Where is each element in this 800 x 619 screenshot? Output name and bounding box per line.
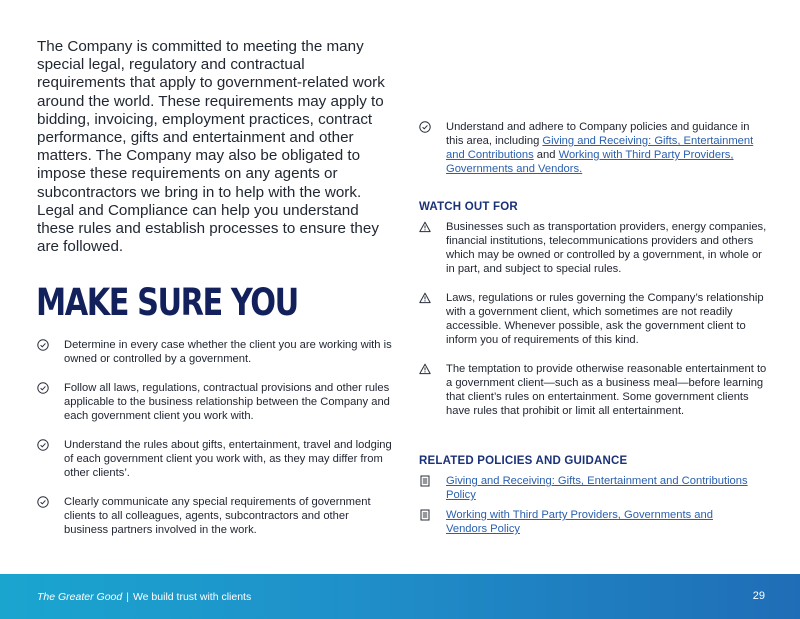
document-icon (419, 509, 431, 521)
list-item-text: Laws, regulations or rules governing the Company’s relationship with a government client, which sometimes are not readily accessible. Whenever possible, ask the government client to inform you of requirements of this kind. (446, 292, 764, 346)
document-icon (419, 475, 431, 487)
warning-triangle-icon (419, 221, 431, 233)
intro-paragraph: The Company is committed to meeting the many special legal, regulatory and contractual requirements that apply to government-related work around the world. These requirements may apply to bidding, invoicing, employment practices, contract performance, gifts and entertainment and other matters. The Company may also be obligated to impose these requirements on any agents or subcontractors we bring in to help with the work. Legal and Compliance can help you understand these rules and establish processes to ensure they are followed. (37, 38, 385, 256)
list-item-text: Determine in every case whether the client you are working with is owned or controlled by a government. (64, 339, 392, 365)
check-circle-icon (37, 496, 49, 508)
page-footer (0, 574, 800, 619)
list-item-text: Follow all laws, regulations, contractual provisions and other rules applicable to the business relationship between the Company and each government client you work with. (64, 382, 390, 422)
footer-tagline: We build trust with clients (132, 591, 252, 603)
third-party-policy-link[interactable]: Working with Third Party Providers, Governments and Vendors Policy (446, 509, 713, 535)
related-policies-heading: RELATED POLICIES AND GUIDANCE (419, 455, 628, 467)
check-circle-icon (37, 382, 49, 394)
check-circle-icon (37, 339, 49, 351)
list-item-text: Clearly communicate any special requirements of government clients to all colleagues, agents, subcontractors and other business partners involved in the work. (64, 496, 371, 536)
third-party-policy-link[interactable]: Working with Third Party Providers, Governments and Vendors. (446, 149, 734, 175)
warning-triangle-icon (419, 363, 431, 375)
watch-out-list (419, 220, 771, 433)
make-sure-list-continued (419, 120, 769, 176)
list-item (419, 291, 771, 347)
make-sure-list (37, 338, 392, 552)
list-item-text: Understand the rules about gifts, entertainment, travel and lodging of each government client you work with, as they may differ from other clients’. (64, 439, 392, 479)
list-item (37, 438, 392, 480)
watch-out-heading: WATCH OUT FOR (419, 201, 518, 213)
list-item (419, 474, 749, 502)
check-circle-icon (419, 121, 431, 133)
list-item (419, 362, 771, 418)
footer-separator: | (126, 591, 129, 603)
warning-triangle-icon (419, 292, 431, 304)
related-policies-list (419, 474, 749, 542)
gifts-policy-link[interactable]: Giving and Receiving: Gifts, Entertainment and Contributions (446, 135, 754, 161)
list-item-text-mid: and (533, 149, 559, 161)
list-item (419, 508, 749, 536)
gifts-policy-link[interactable]: Giving and Receiving: Gifts, Entertainment and Contributions Policy (446, 475, 748, 501)
page-number: 29 (752, 590, 765, 602)
list-item-text: The temptation to provide otherwise reasonable entertainment to a government client—such as a business meal—before learning that client’s rules on entertainment. Some government clients have rules that prohibit or limit all entertainment. (446, 363, 767, 417)
list-item-text: Businesses such as transportation providers, energy companies, financial institutions, telecommunications providers and others which may be owned or controlled by a government, in whole or in part, and subject to special rules. (446, 221, 767, 275)
list-item-text-pre: Understand and adhere to Company policies and guidance in this area, including (446, 121, 750, 147)
list-item (37, 381, 392, 423)
list-item (419, 120, 769, 176)
make-sure-heading: MAKE SURE YOU (36, 281, 298, 324)
check-circle-icon (37, 439, 49, 451)
list-item (37, 338, 392, 366)
footer-title: The Greater Good (37, 591, 123, 603)
footer-caption (37, 591, 251, 603)
list-item (37, 495, 392, 537)
list-item (419, 220, 771, 276)
